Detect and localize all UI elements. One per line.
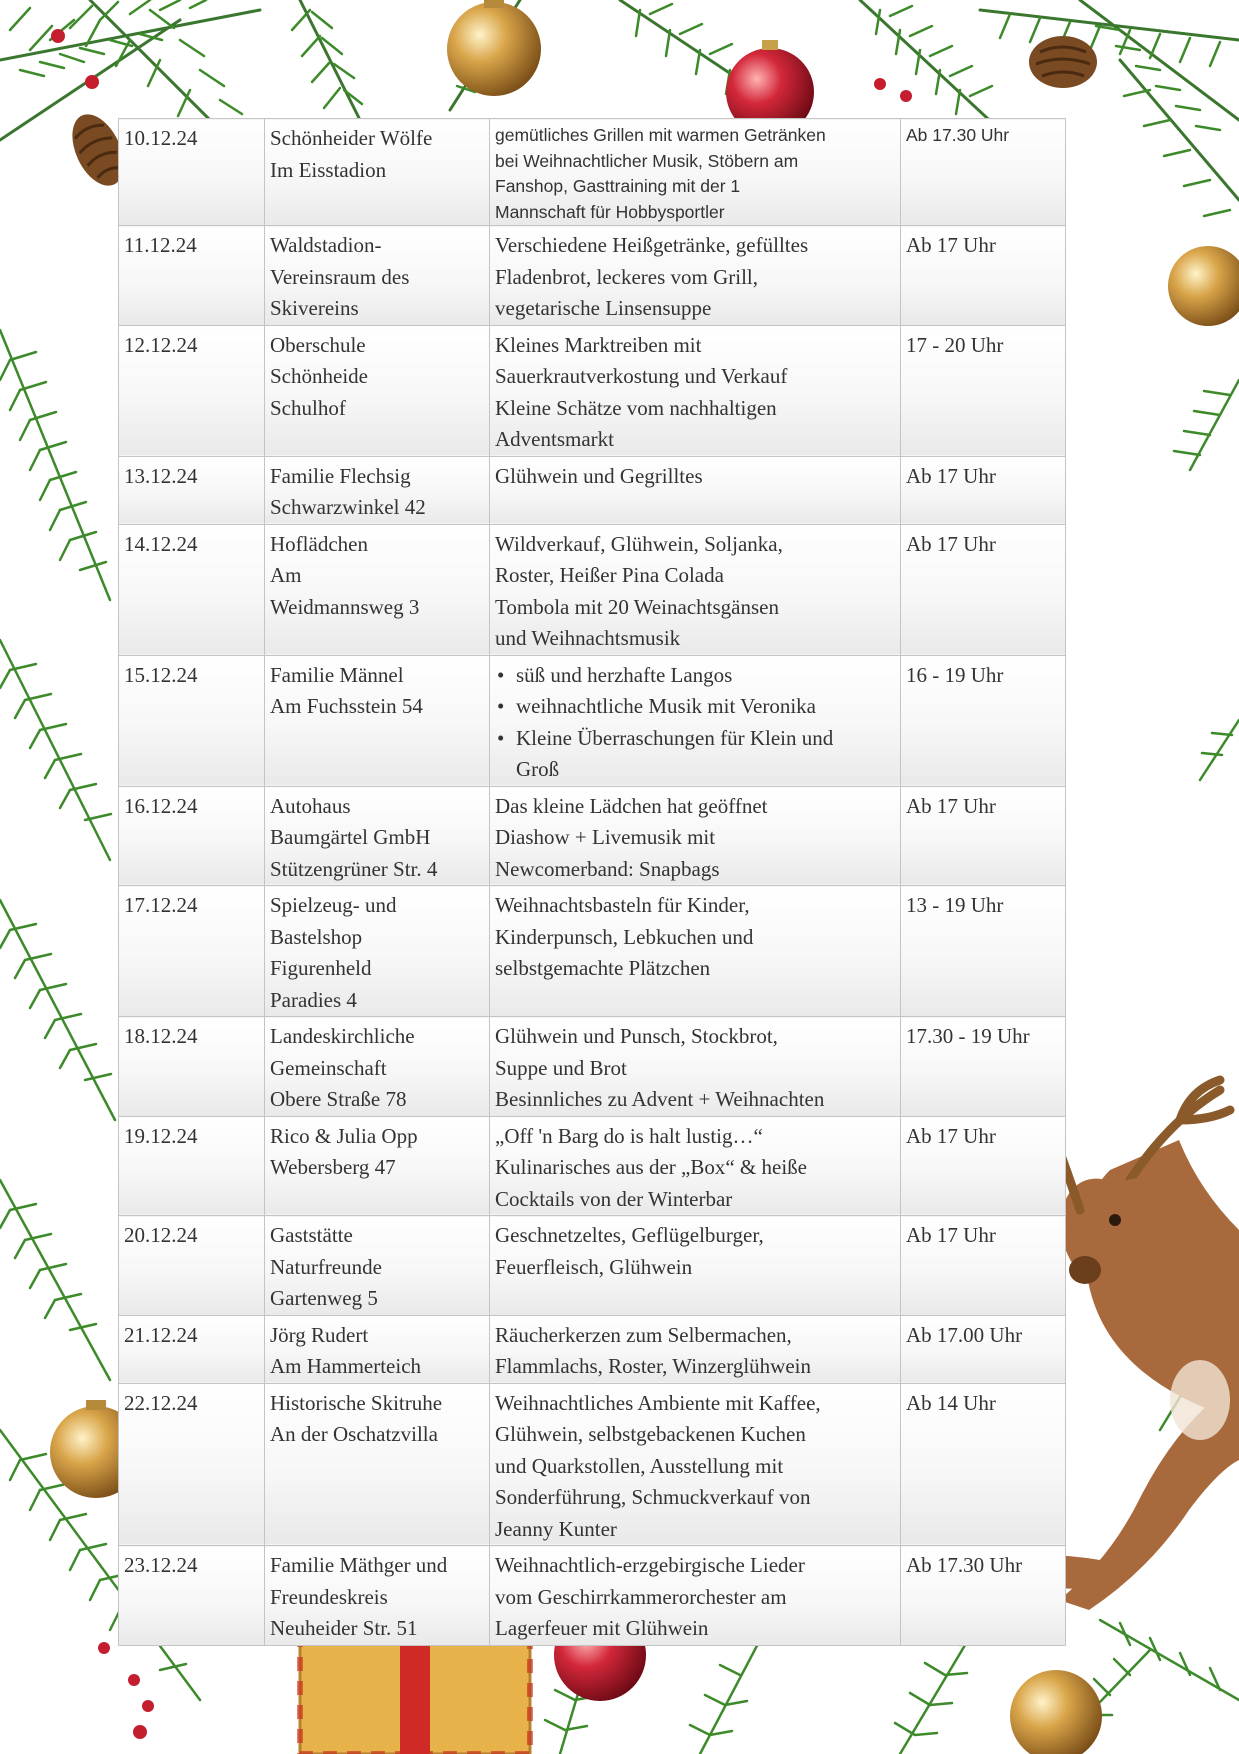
text-line: Bastelshop [270,924,363,949]
event-date [119,1017,265,1117]
text-line: 16.12.24 [124,793,198,818]
event-description [490,119,901,226]
event-date [119,1383,265,1546]
text-line: Ab 17 Uhr [906,1123,996,1148]
text-line: 19.12.24 [124,1123,198,1148]
text-line: Schönheider Wölfe [270,126,433,150]
text-line: Fanshop, Gasttraining mit der 1 [495,176,741,196]
event-date [119,655,265,786]
text-line: Kulinarisches aus der „Box“ & heiße [495,1155,807,1179]
text-line: 21.12.24 [124,1322,198,1347]
event-description [490,456,901,524]
text-line: 22.12.24 [124,1390,198,1415]
text-line: Ab 17 Uhr [906,793,996,818]
event-location [265,1546,490,1646]
text-line: Familie Mäthger und [270,1553,448,1577]
text-line: Schönheide [270,364,368,388]
event-location [265,456,490,524]
text-line: Landeskirchliche [270,1024,415,1048]
event-time [901,456,1066,524]
text-line: Cocktails von der Winterbar [495,1186,733,1211]
text-line: Fladenbrot, leckeres vom Grill, [495,264,759,289]
text-line: Weihnachtlich-erzgebirgische Lieder [495,1553,805,1577]
event-date [119,1216,265,1316]
event-time [901,524,1066,655]
text-line: 23.12.24 [124,1553,198,1577]
table-row [119,1116,1066,1216]
text-line: Sauerkrautverkostung und Verkauf [495,364,788,388]
text-line: Vereinsraum des [270,264,410,289]
text-line: Familie Flechsig [270,463,411,488]
event-location [265,1017,490,1117]
text-line: Ab 17 Uhr [906,233,996,257]
event-location [265,655,490,786]
event-description [490,786,901,886]
text-line: und Weihnachtsmusik [495,626,681,650]
text-line: Suppe und Brot [495,1055,627,1080]
text-line: Wildverkauf, Glühwein, Soljanka, [495,531,783,556]
event-description [490,1383,901,1546]
text-line: 14.12.24 [124,531,198,556]
text-line: Webersberg 47 [270,1155,396,1179]
table-row [119,886,1066,1017]
text-line: Am Fuchsstein 54 [270,694,423,718]
text-line: Kinderpunsch, Lebkuchen und [495,924,754,949]
text-line: Figurenheld [270,956,372,980]
text-line: Groß [516,757,560,781]
text-line: Newcomerband: Snapbags [495,856,720,881]
table-row [119,456,1066,524]
text-line: vom Geschirrkammerorchester am [495,1584,787,1609]
event-time [901,119,1066,226]
text-line: und Quarkstollen, Ausstellung mit [495,1453,784,1478]
table-row [119,1546,1066,1646]
text-line: Feuerfleisch, Glühwein [495,1254,693,1279]
event-location [265,886,490,1017]
text-line: Schulhof [270,395,346,420]
event-date [119,786,265,886]
text-line: Räucherkerzen zum Selbermachen, [495,1322,792,1347]
text-line: Ab 17 Uhr [906,463,996,488]
table-row [119,325,1066,456]
text-line: Neuheider Str. 51 [270,1616,418,1640]
list-item [495,691,895,723]
text-line: Lagerfeuer mit Glühwein [495,1616,709,1640]
text-line: Tombola mit 20 Weinachtsgänsen [495,594,779,619]
text-line: Weidmannsweg 3 [270,594,420,619]
text-line: Weihnachtsbasteln für Kinder, [495,893,750,917]
text-line: Verschiedene Heißgetränke, gefülltes [495,233,809,257]
event-location [265,226,490,326]
event-location [265,325,490,456]
event-time [901,1017,1066,1117]
event-description [490,1017,901,1117]
text-line: Historische Skitruhe [270,1390,443,1415]
text-line: „Off 'n Barg do is halt lustig…“ [495,1123,763,1148]
advent-schedule-table [118,118,1066,1646]
event-location [265,1383,490,1546]
event-location [265,1216,490,1316]
text-line: Ab 17.00 Uhr [906,1322,1023,1347]
text-line: Jeanny Kunter [495,1516,617,1541]
event-description [490,1116,901,1216]
event-description [490,655,901,786]
schedule-rows [119,119,1066,1646]
text-line: Ab 17 Uhr [906,1223,996,1247]
text-line: Gartenweg 5 [270,1286,378,1310]
text-line: Hoflädchen [270,531,368,556]
text-line: Roster, Heißer Pina Colada [495,563,724,587]
text-line: Kleines Marktreiben mit [495,332,702,357]
text-line: Naturfreunde [270,1254,382,1279]
text-line: • süß und herzhafte Langos [516,662,733,687]
text-line: Baumgärtel GmbH [270,825,431,849]
text-line: vegetarische Linsensuppe [495,296,712,320]
text-line: • weihnachtliche Musik mit Veronika [516,694,816,718]
event-date [119,226,265,326]
text-line: Freundeskreis [270,1584,388,1609]
text-line: Mannschaft für Hobbysportler [495,201,725,222]
text-line: Jörg Rudert [270,1322,369,1347]
table-row [119,786,1066,886]
text-line: 13 - 19 Uhr [906,893,1004,917]
event-time [901,1216,1066,1316]
event-time [901,655,1066,786]
event-description [490,325,901,456]
text-line: Sonderführung, Schmuckverkauf von [495,1485,811,1509]
text-line: Gaststätte [270,1223,353,1247]
event-date [119,1546,265,1646]
text-line: Oberschule [270,332,366,357]
text-line: An der Oschatzvilla [270,1422,438,1446]
event-date [119,886,265,1017]
text-line: Waldstadion- [270,233,382,257]
text-line: 17.30 - 19 Uhr [906,1024,1030,1048]
text-line: selbstgemachte Plätzchen [495,956,711,980]
event-time [901,325,1066,456]
event-location [265,786,490,886]
event-date [119,456,265,524]
event-time [901,226,1066,326]
event-description [490,226,901,326]
text-line: Besinnliches zu Advent + Weihnachten [495,1087,825,1111]
text-line: 16 - 19 Uhr [906,662,1004,687]
text-line: 11.12.24 [124,233,197,257]
event-time [901,1315,1066,1383]
event-description [490,1216,901,1316]
list-item [495,723,895,786]
text-line: Flammlachs, Roster, Winzerglühwein [495,1354,811,1378]
event-description [490,886,901,1017]
event-time [901,1116,1066,1216]
table-row [119,1216,1066,1316]
text-line: Autohaus [270,793,351,818]
text-line: Am [270,563,302,587]
text-line: Ab 14 Uhr [906,1390,996,1415]
event-date [119,325,265,456]
event-date [119,1116,265,1216]
event-location [265,1315,490,1383]
text-line: Schwarzwinkel 42 [270,495,426,519]
table-row [119,1383,1066,1546]
event-description [490,1315,901,1383]
text-line: Ab 17.30 Uhr [906,1553,1023,1577]
text-line: gemütliches Grillen mit warmen Getränken [495,125,826,145]
table-row [119,226,1066,326]
text-line: 18.12.24 [124,1024,198,1048]
table-row [119,119,1066,226]
description-list [495,660,895,786]
text-line: Obere Straße 78 [270,1087,407,1111]
event-date [119,1315,265,1383]
event-description [490,1546,901,1646]
table-row [119,524,1066,655]
text-line: 12.12.24 [124,332,198,357]
text-line: Adventsmarkt [495,427,614,451]
text-line: 15.12.24 [124,662,198,687]
event-date [119,524,265,655]
text-line: 17.12.24 [124,893,198,917]
text-line: Weihnachtliches Ambiente mit Kaffee, [495,1390,821,1415]
text-line: Gemeinschaft [270,1055,387,1080]
text-line: Glühwein, selbstgebackenen Kuchen [495,1422,806,1446]
text-line: 17 - 20 Uhr [906,332,1004,357]
text-line: Glühwein und Punsch, Stockbrot, [495,1024,778,1048]
table-row [119,1017,1066,1117]
table-row [119,1315,1066,1383]
text-line: bei Weihnachtlicher Musik, Stöbern am [495,150,799,171]
text-line: Familie Männel [270,662,404,687]
event-location [265,1116,490,1216]
text-line: 13.12.24 [124,463,198,488]
table-row [119,655,1066,786]
event-time [901,1383,1066,1546]
text-line: Stützengrüner Str. 4 [270,856,438,881]
event-time [901,1546,1066,1646]
text-line: Das kleine Lädchen hat geöffnet [495,793,768,818]
text-line: Spielzeug- und [270,893,397,917]
text-line: Im Eisstadion [270,157,387,182]
list-item [495,660,895,692]
text-line: 20.12.24 [124,1223,198,1247]
event-date [119,119,265,226]
event-description [490,524,901,655]
text-line: Paradies 4 [270,987,357,1012]
text-line: Ab 17 Uhr [906,531,996,556]
text-line: Ab 17.30 Uhr [906,125,1010,145]
event-time [901,786,1066,886]
text-line: Skivereins [270,296,359,320]
event-location [265,524,490,655]
text-line: Am Hammerteich [270,1354,422,1378]
text-line: Diashow + Livemusik mit [495,825,716,849]
text-line: • Kleine Überraschungen für Klein und [516,725,834,750]
event-time [901,886,1066,1017]
text-line: 10.12.24 [124,126,198,150]
text-line: Glühwein und Gegrilltes [495,463,703,488]
text-line: Rico & Julia Opp [270,1123,418,1148]
text-line: Geschnetzeltes, Geflügelburger, [495,1223,764,1247]
event-location [265,119,490,226]
text-line: Kleine Schätze vom nachhaltigen [495,395,777,420]
